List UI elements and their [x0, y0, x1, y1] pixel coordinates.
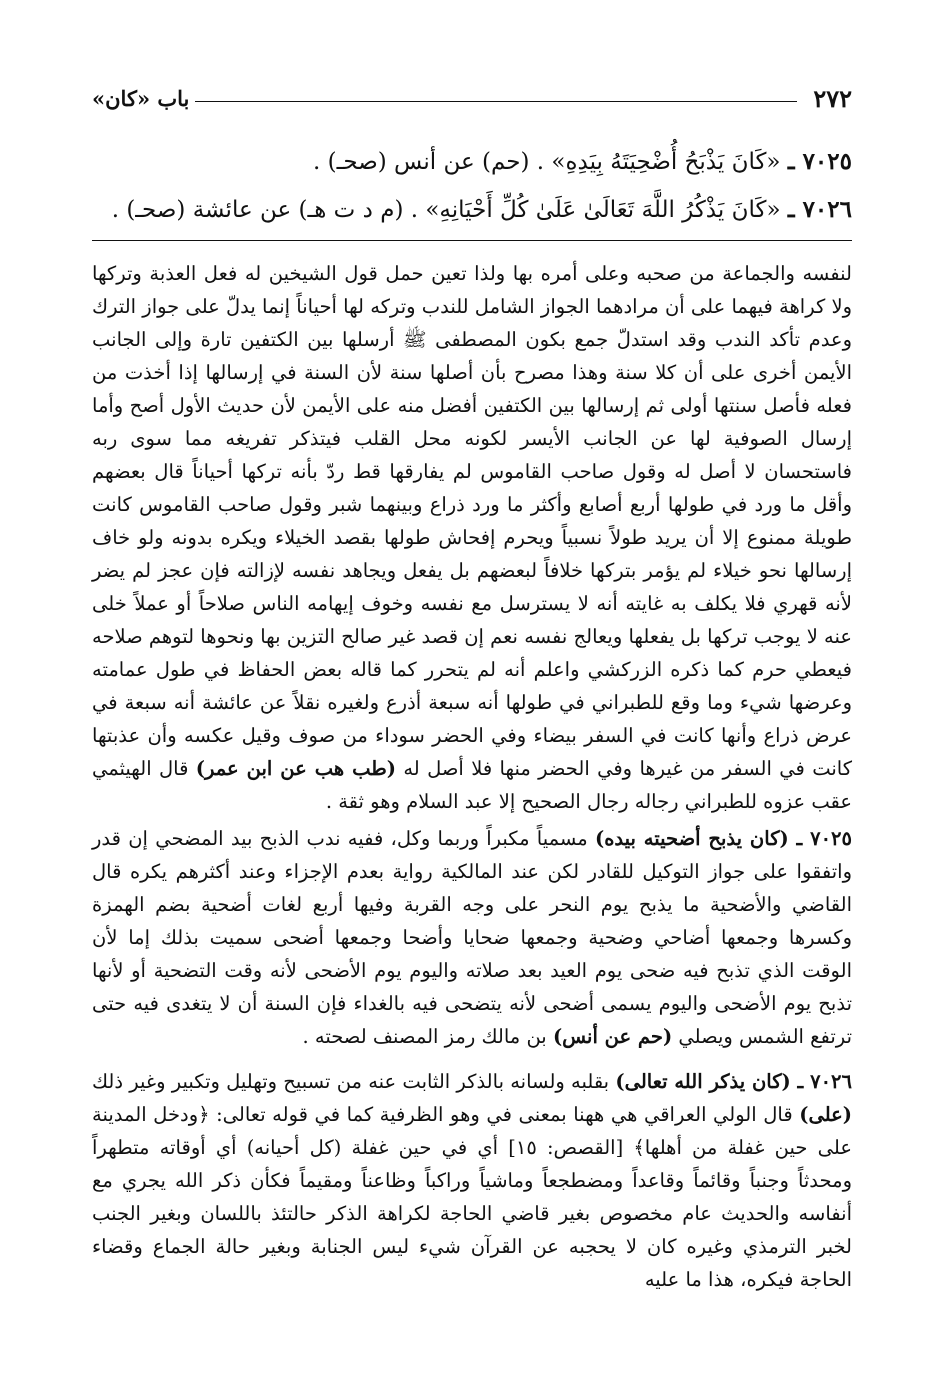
hadith-text: «كَانَ يَذْبَحُ أُضْحِيَتَهُ بِيَدِهِ» . (حم) عن أنس (صحـ) . [313, 149, 781, 175]
source-reference: (على) [799, 1103, 853, 1126]
hadith-item [92, 138, 852, 186]
source-reference: (حم عن أنس) [552, 1025, 673, 1048]
commentary-paragraph [92, 822, 852, 1053]
hadith-list [92, 138, 852, 234]
page-number: ٢٧٢ [813, 83, 852, 113]
commentary-text: قال الهيثمي عقب عزوه للطبراني رجاله رجال الصحيح إلا عبد السلام وهو ثقة . [92, 757, 852, 813]
hadith-text: «كَانَ يَذْكُرُ اللَّهَ تَعَالَىٰ عَلَىٰ كُلِّ أَحْيَانِهِ» . (م د ت هـ) عن عائشة (صحـ) . [111, 197, 781, 223]
commentary-text: قال الولي العراقي هي ههنا بمعنى في وهو الظرفية كما في قوله تعالى: ﴿ودخل المدينة على حين غفلة من أهلها﴾ [القصص: ١٥] أي في حين غفلة (كل أحيانه) أي أوقاته متطهراً ومحدثاً وجنباً وقائماً وقاعداً ومضطجعاً وماشياً وراكباً وظاعناً ومقيماً فكأن ذكر الله يجري مع أنفاسه والحديث عام مخصوص بغير قاضي الحاجة لكراهة الذكر حالتئذ باللسان وبغير الجنب لخبر الترمذي وغيره كان لا يحجبه عن القرآن شيء ليس الجنابة وبغير حالة الجماع وقضاء الحاجة فيكره، هذا ما عليه [92, 1103, 852, 1291]
commentary-lead: ٧٠٢٥ ـ (كان يذبح أضحيته بيده) [594, 827, 852, 850]
commentary-paragraph [92, 257, 852, 818]
header-rule [195, 101, 797, 102]
page-header [92, 78, 852, 118]
hadith-item [92, 186, 852, 234]
footnote-separator [92, 240, 852, 241]
chapter-title: باب «كان» [92, 85, 190, 111]
commentary-paragraph [92, 1065, 852, 1296]
commentary-section [92, 257, 852, 1300]
commentary-text: مسمياً مكبراً وربما وكل، ففيه ندب الذبح بيد المضحي إن قدر واتفقوا على جواز التوكيل للقادر لكن عند المالكية رواية بعدم الإجزاء وعند أكثرهم يكره قال القاضي والأضحية ما يذبح يوم النحر على وجه القربة وفيها أربع لغات أضحية بضم الهمزة وكسرها وجمعها أضاحي وضحية وجمعها ضحايا وأضحا وجمعها أضحى سميت بذلك إما لأن الوقت الذي تذبح فيه ضحى يوم العيد بعد صلاته واليوم يوم الأضحى لأنه وقت التضحية أو لأنها تذبح يوم الأضحى واليوم يسمى أضحى لأنه يتضحى فيه بالغداء فإن السنة أن لا يتغدى فيه حتى ترتفع الشمس ويصلي [92, 827, 852, 1048]
source-reference: (طب هب عن ابن عمر) [195, 757, 396, 780]
commentary-text: بقلبه ولسانه بالذكر الثابت عنه من تسبيح وتهليل وتكبير وغير ذلك [92, 1070, 610, 1093]
commentary-text: لنفسه والجماعة من صحبه وعلى أمره بها ولذا تعين حمل قول الشيخين له فعل العذبة وتركها ولا كراهة فيهما على أن مرادهما الجواز الشامل للندب وتركه لها أحياناً إنما يدلّ على جواز الترك وعدم تأكد الندب وقد استدلّ جمع بكون المصطفى ﷺ أرسلها بين الكتفين تارة وإلى الجانب الأيمن أخرى على أن كلا سنة وهذا مصرح بأن أصلها سنة لأن السنة في إرسالها إذا أخذت من فعله فأصل سنتها أولى ثم إرسالها بين الكتفين أفضل منه على الأيمن لأن حديث الأول أصح وأما إرسال الصوفية لها عن الجانب الأيسر لكونه محل القلب فيتذكر تفريغه مما سوى ربه فاستحسان لا أصل له وقول صاحب القاموس لم يفارقها قط ردّ بأنه تركها أحياناً قال بعضهم وأقل ما ورد في طولها أربع أصابع وأكثر ما ورد ذراع وبينهما شبر وقول صاحب القاموس كانت طويلة ممنوع إلا أن يريد طولاً نسبياً ويحرم إفحاش طولها بقصد الخيلاء ويكره بدونه ولو خاف إرسالها نحو خيلاء لم يؤمر بتركها خلافاً لبعضهم بل يفعل ويجاهد نفسه لإزالته فإن عجز لم يضر لأنه قهري فلا يكلف به غايته أنه لا يسترسل مع نفسه وخوف إيهامه الناس صلاحاً أو عملاً خلى عنه لا يوجب تركها بل يفعلها ويعالج نفسه نعم إن قصد غير صالح التزين بها ونحوها لتوهم صلاحه فيعطي حرم كما ذكره الزركشي واعلم أنه لم يتحرر كما قاله بعض الحفاظ في طول عمامته وعرضها شيء وما وقع للطبراني في طولها أنه سبعة أذرع ولغيره نقلاً عن عائشة أنه سبعة في عرض ذراع وأنها كانت في السفر بيضاء وفي الحضر سوداء من صوف وقيل عكسه وأن عذبتها كانت في السفر من غيرها وفي الحضر منها فلا أصل له [92, 262, 852, 780]
hadith-number: ٧٠٢٥ ـ [787, 148, 852, 175]
hadith-number: ٧٠٢٦ ـ [787, 196, 852, 223]
commentary-lead: ٧٠٢٦ ـ (كان يذكر الله تعالى) [615, 1070, 852, 1093]
commentary-text: بن مالك رمز المصنف لصحته . [302, 1025, 547, 1048]
